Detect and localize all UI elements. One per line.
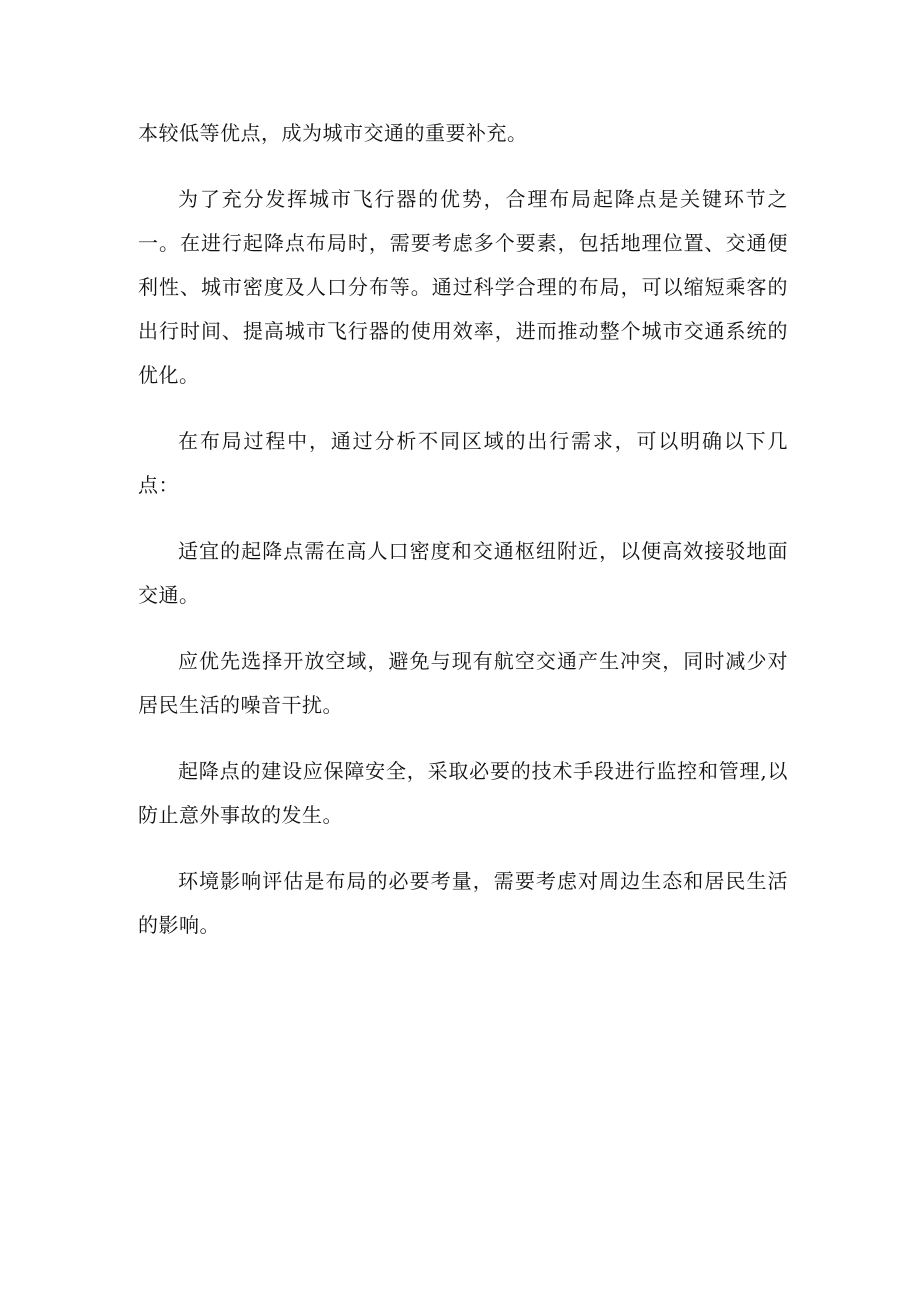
- document-body: [138, 111, 788, 969]
- paragraph-point-location: 适宜的起降点需在高人口密度和交通枢纽附近，以便高效接驳地面交通。: [138, 539, 788, 607]
- paragraph-layout-importance: 为了充分发挥城市飞行器的优势，合理布局起降点是关键环节之一。在进行起降点布局时，需要考虑多个要素，包括地理位置、交通便利性、城市密度及人口分布等。通过科学合理的布局，可以缩短乘客的出行时间、提高城市飞行器的使用效率，进而推动整个城市交通系统的优化。: [138, 187, 788, 387]
- paragraph-analysis-intro: 在布局过程中，通过分析不同区域的出行需求，可以明确以下几点：: [138, 429, 788, 497]
- paragraph-continued: 本较低等优点，成为城市交通的重要补充。: [138, 121, 528, 145]
- paragraph-point-environment: 环境影响评估是布局的必要考量，需要考虑对周边生态和居民生活的影响。: [138, 869, 788, 937]
- paragraph-point-safety: 起降点的建设应保障安全，采取必要的技术手段进行监控和管理,以防止意外事故的发生。: [138, 759, 788, 827]
- paragraph-point-airspace: 应优先选择开放空域，避免与现有航空交通产生冲突，同时减少对居民生活的噪音干扰。: [138, 649, 788, 717]
